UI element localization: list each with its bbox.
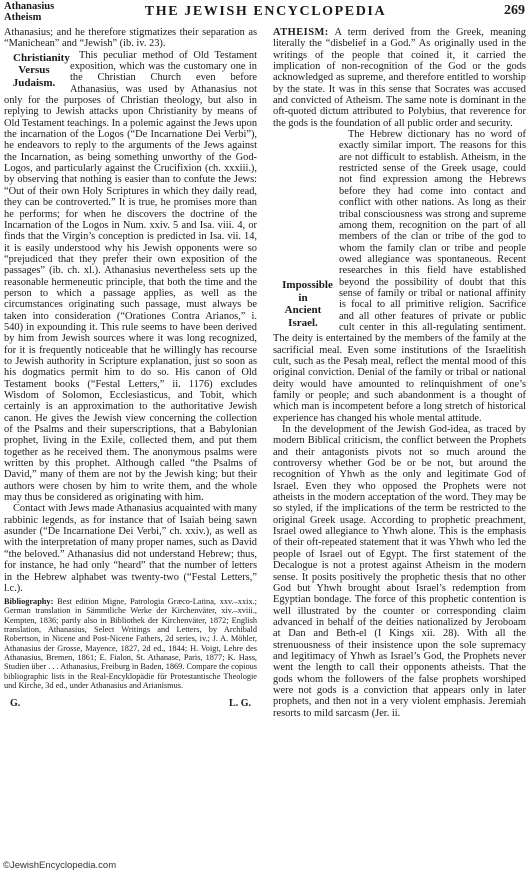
running-head-first: Athanasius [4, 1, 55, 12]
running-head-last: Atheism [4, 12, 42, 23]
copyright-footer: ©JewishEncyclopedia.com [3, 860, 117, 871]
sidenote-impossible-in-ancient-israel: Impossible in Ancient Israel. [282, 279, 333, 329]
left-paragraph-2-text: This peculiar method of Old Testament exposition, which was the customary one in the Christian Church even before Athanasius, was used by Athanasius not only for the purposes of Christian theology, but also in replying to Jewish attacks upon Christianity by means of Old Testament teachings. In a polemic against the Jews upon the incarnation of the Logos (“De Incarnatione Dei Verbi”), he endeavors to reply to the arguments of the Jews against the Incarnation, as being something unworthy of the God-Logos, and particularly against the Crucifixion (ch. xxxiii.), by observing that nothing is easier than to confute the Jews: “Out of their own Holy Scriptures in which they daily read, they can be controverted.” It is true, he promises more than he performs; for when he discovers the doctrine of the Incarnation of the Logos in Num. xxiv. 5 and Isa. viii. 4, or finds that the Virgin’s conception is predicted in Isa. vii. 14, it is easily understood why his Jewish opponents were so “prejudiced that they prefer their own exposition of the passages” (ib. ch. xl.). Athanasius nevertheless sets up the reasonable hermeneutic principle, that both the time and the person to which a passage applies, as well as the circumstances originating such passage, must always be taken into consideration (“Orationes Contra Arianos,” i. 540) in expounding it. This rule seems to have been derived by him from Jewish sources where it was long recognized, for it is frequently noticeable that he willingly has recourse to Jewish authority in Scripture explanation, just so soon as his dogmatics permit him to do so. His canon of Old Testament books (“Festal Letters,” ii. 1176) excludes Wisdom of Solomon, Ecclesiasticus, and Tobit, which certainly is an approximation to the authoritative Jewish canon. He gives the Jewish view concerning the collection of the Psalms and their superscriptions, that a Babylonian prophet, living in the Exile, collected them, and put them together as he received them. The anonymous psalms were written by this prophet. Although called “the Psalms of David,” many of them are not by the Jewish king; but their authors were chosen by him to write them, and the whole may thus be considered as originating with him. [4, 49, 258, 504]
entry-term: ATHEISM: [273, 27, 329, 38]
author-signatures [4, 698, 257, 709]
sidenote-christianity-versus-judaism: Christianity Versus Judaism. [12, 51, 70, 89]
bibliography-text: Best edition Migne, Patrologia Græco-Latina, xxv.–xxix.; German translation in Sämmtliche Werke der Kirchenväter, xiv.–xviii., Kempten, 1836; partly also in Bibliothek der Kirchenväter, 1872; English translation, Athanasius, Select Writings and Letters, by Archibald Robertson, in Nicene and Post-Nicene Fathers, 2d series, iv.; J. A. Möhler, Athanasius der Grosse, Mayence, 1827, 2d ed., 1844; H. Voigt, Lehre des Athanasius, Bremen, 1861; E. Fialon, St. Athanase, Paris, 1877; K. Hass, Studien über . . . Athanasius, Freiburg in Baden, 1869. Compare the copious bibliographic lists in the Real-Encyklopädie für Protestantische Theologie und Kirche, 3d ed., under Athanasius and Arianismus. [4, 597, 257, 690]
page-number: 269 [504, 3, 525, 18]
left-column [4, 27, 257, 710]
right-paragraph-3: In the development of the Jewish God-idea, as traced by modern Biblical criticism, the conflict between the Prophets and their antagonists pivots not so much around the controversy whether God be or be not, but around the recognition of Yhwh as the only and legitimate God of Israel. Even they who opposed the Prophets were not atheists in the modern acceptation of the word. They may be so styled, if the implications of the term be restricted to the original Greek usage. According to prophetic preachment, Israel owed allegiance to Yhwh alone. This is the emphasis of their oft-repeated statement that it was Yhwh who led the people of Israel out of Egypt. The first statement of the Decalogue is not a protest against Atheism in the modern sense. It posits positively the prophetic thesis that no other God but Yhwh brought about Israel’s redemption from Egyptian bondage. The force of this prophetic contention is well illustrated by the counter or corresponding claim advanced in behalf of the deities nationalized by Jeroboam at Dan and Beth-el (I Kings xii. 28). With all the strenuousness of their insistence upon the sole supremacy and legitimacy of Yhwh as Israel’s God, the Prophets never went the length to call their opponents atheists. That the gods whom the followers of the false prophets worshiped were not gods is a conviction that appears only in later prophets, and then not in a very violent emphasis. Jeremiah resorts to mild sarcasm (Jer. ii. [273, 424, 526, 719]
right-paragraph-2-text: The Hebrew dictionary has no word of exactly similar import. The reasons for this are not difficult to establish. Atheism, in the restricted sense of the Greek usage, could not find expression among the Hebrews before they had come into contact and conflict with other nations. As long as their tribal consciousness was strong and supreme among them, recognition on the part of all members of the clan or tribe of the god to whom the family clan or tribe and people owed allegiance was spontaneous. Recent researches in this field have established beyond the possibility of doubt that this sense of family or tribal or national affinity is focal to all primitive religion. Sacrifice and all other features of private or public cult center in this all-regulating sentiment. The deity is entertained by the members of the family at the sacrificial meal. Even some institutions of the Israelitish cult, such as the Pesaḥ meal, reflect the mental mood of this original conviction. Denial of the family or tribal or national deity would have amounted to relinquishment of one’s family or people; and such abandonment is a thought of which man is incompetent before a long stretch of historical experience has changed his whole mental attitude. [273, 129, 526, 424]
publication-title: THE JEWISH ENCYCLOPEDIA [144, 4, 387, 19]
right-paragraph-1 [273, 27, 526, 129]
right-column [273, 27, 526, 719]
bibliography [4, 597, 257, 690]
right-paragraph-2 [273, 129, 526, 424]
left-paragraph-1: Athanasius; and he therefore stigmatizes their separation as “Manichean” and “Jewish” (ib. iv. 23). [4, 27, 257, 50]
signature-right: L. G. [229, 698, 251, 710]
left-paragraph-2 [4, 50, 257, 504]
left-paragraph-3: Contact with Jews made Athanasius acquainted with many rabbinic legends, as for instance that of Isaiah being sawn asunder (“De Incarnatione Dei Verbi,” ch. xxiv.), as well as with the interpretation of many proper names, such as David “the beloved.” Athanasius did not understand Hebrew; thus, for instance, he had only “heard” that the number of letters in the Hebrew alphabet was twenty-two (“Festal Letters,” l.c.). [4, 503, 257, 594]
right-paragraph-1-text: A term derived from the Greek, meaning literally the “disbelief in a God.” As originally used in the writings of the people that coined it, it carried the implication of non-recognition of the God or the gods acknowledged as supreme, and therefore entitled to worship by the state. It was in this sense that Socrates was accused and convicted of Atheism. The same note is dominant in the oft-quoted dictum attributed to Polybius, that reverence for the gods is the foundation of all public order and security. [273, 27, 526, 129]
signature-left: G. [10, 698, 21, 710]
bibliography-label: Bibliography: [4, 597, 54, 607]
page-header [0, 0, 531, 24]
